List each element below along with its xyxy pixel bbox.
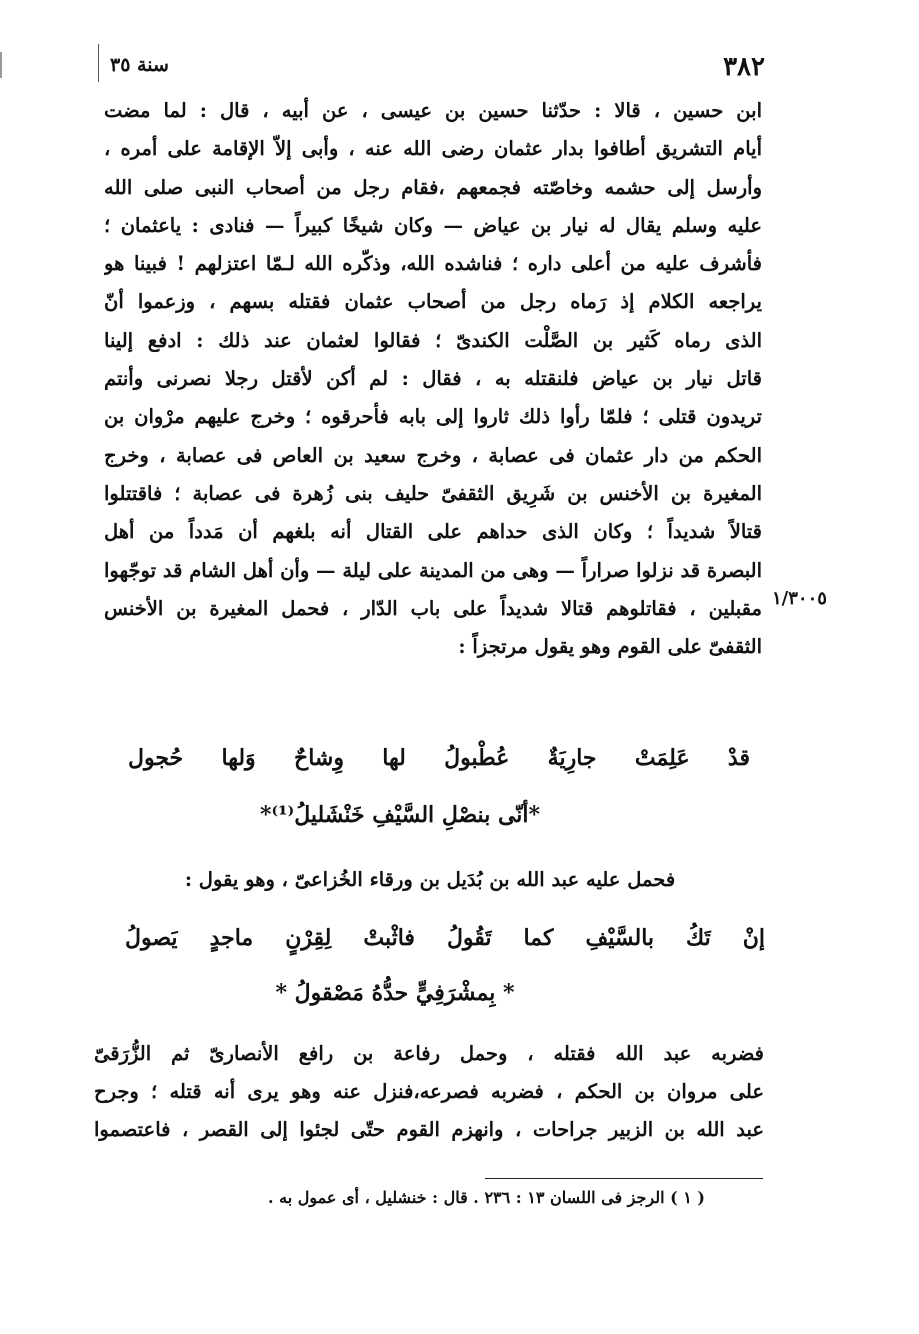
text-line: مقبلين ، فقاتلوهم قتالا شديداً على باب الدّار ، فحمل المغيرة بن الأخنس (104, 596, 762, 620)
text-line: الحكم من دار عثمان فى عصابة ، وخرج سعيد بن العاص فى عصابة ، وخرج (104, 443, 762, 467)
margin-reference: ١/٣٠٠٥ (772, 588, 827, 609)
text-line: عليه وسلم يقال له نيار بن عياض — وكان شيخًا كبيراً — فنادى : ياعثمان ؛ (104, 213, 762, 237)
text-line: أيام التشريق أطافوا بدار عثمان رضى الله عنه ، وأبى إلاّ الإقامة على أمره ، (104, 137, 762, 161)
text-line: وأرسل إلى حشمه وخاصّته فجمعهم ،فقام رجل من أصحاب النبى صلى الله (104, 175, 762, 199)
verse-2-line-2: * بِمشْرَفِيٍّ حدُّهُ مَصْقولُ * (275, 980, 515, 1006)
text-line: ابن حسين ، قالا : حدّثنا حسين بن عيسى ، عن أبيه ، قال : لما مضت (104, 99, 762, 122)
page-edge-mark (0, 52, 2, 78)
text-line: على مروان بن الحكم ، فضربه فصرعه،فنزل عنه وهو يرى أنه قتله ؛ وجرح (94, 1080, 764, 1103)
page-number: ٣٨٢ (723, 52, 765, 82)
main-text (104, 92, 762, 666)
text-line: قاتل نيار بن عياض فلنقتله به ، فقال : لم أكن لأقتل رجلا نصرنى وأنتم (104, 367, 762, 391)
text-line: المغيرة بن الأخنس بن شَرِيق الثقفىّ حليف بنى زُهرة فى عصابة ؛ فاقتتلوا (104, 481, 762, 505)
text-line: الثقفىّ على القوم وهو يقول مرتجزاً : (458, 635, 762, 659)
verse-1-line-1: قدْ عَلِمَتْ جارِيَةٌ عُطْبولُ لها وِشاحٌ وَلها حُجول (128, 745, 750, 771)
main-text-continued (94, 1035, 764, 1149)
text-line: فأشرف عليه من أعلى داره ؛ فناشده الله، وذكّره الله لـمّا اعتزلهم ! فبينا هو (104, 252, 762, 276)
running-header-year: سنة ٣٥ (110, 54, 169, 76)
text-line: عبد الله بن الزبير جراحات ، وانهزم القوم حتّى لجئوا إلى القصر ، فاعتصموا (94, 1118, 764, 1141)
text-line: البصرة قد نزلوا صراراً — وهى من المدينة على ليلة — وأن أهل الشام قد توجّهوا (104, 558, 762, 582)
verse-2-line-1: إنْ تَكُ بالسَّيْفِ كما تَقُولُ فاثْبتْ لِقِرْنٍ ماجدٍ يَصولُ (125, 925, 765, 951)
text-line: يراجعه الكلام إذ رَماه رجل من أصحاب عثمان فقتله بسهم ، وزعموا أنّ (104, 290, 762, 314)
text-line: قتالاً شديداً ؛ وكان الذى حداهم على القتال أنه بلغهم أن مَدداً من أهل (104, 520, 762, 544)
text-line: الذى رماه كَثير بن الصَّلْت الكندىّ ؛ فقالوا لعثمان عند ذلك : ادفع إلينا (104, 328, 762, 352)
footnote-divider (485, 1178, 763, 1179)
verse-1-line-2: *أنّى بنصْلِ السَّيْفِ خَنْشَليلُ⁽¹⁾* (259, 802, 541, 828)
text-line: فضربه عبد الله فقتله ، وحمل رفاعة بن رافع الأنصارىّ ثم الزُّرَقىّ (94, 1042, 764, 1065)
header-divider (98, 44, 99, 82)
footnote: ( ١ ) الرجز فى اللسان ١٣ : ٢٣٦ . قال : خنشليل ، أى عمول به . (268, 1188, 705, 1207)
verse-2-intro: فحمل عليه عبد الله بن بُدَيل بن ورقاء الخُزاعىّ ، وهو يقول : (184, 868, 676, 891)
text-line: تريدون قتلى ؛ فلمّا رأوا ذلك ثاروا إلى بابه فأحرقوه ؛ وخرج عليهم مرْوان بن (104, 405, 762, 429)
